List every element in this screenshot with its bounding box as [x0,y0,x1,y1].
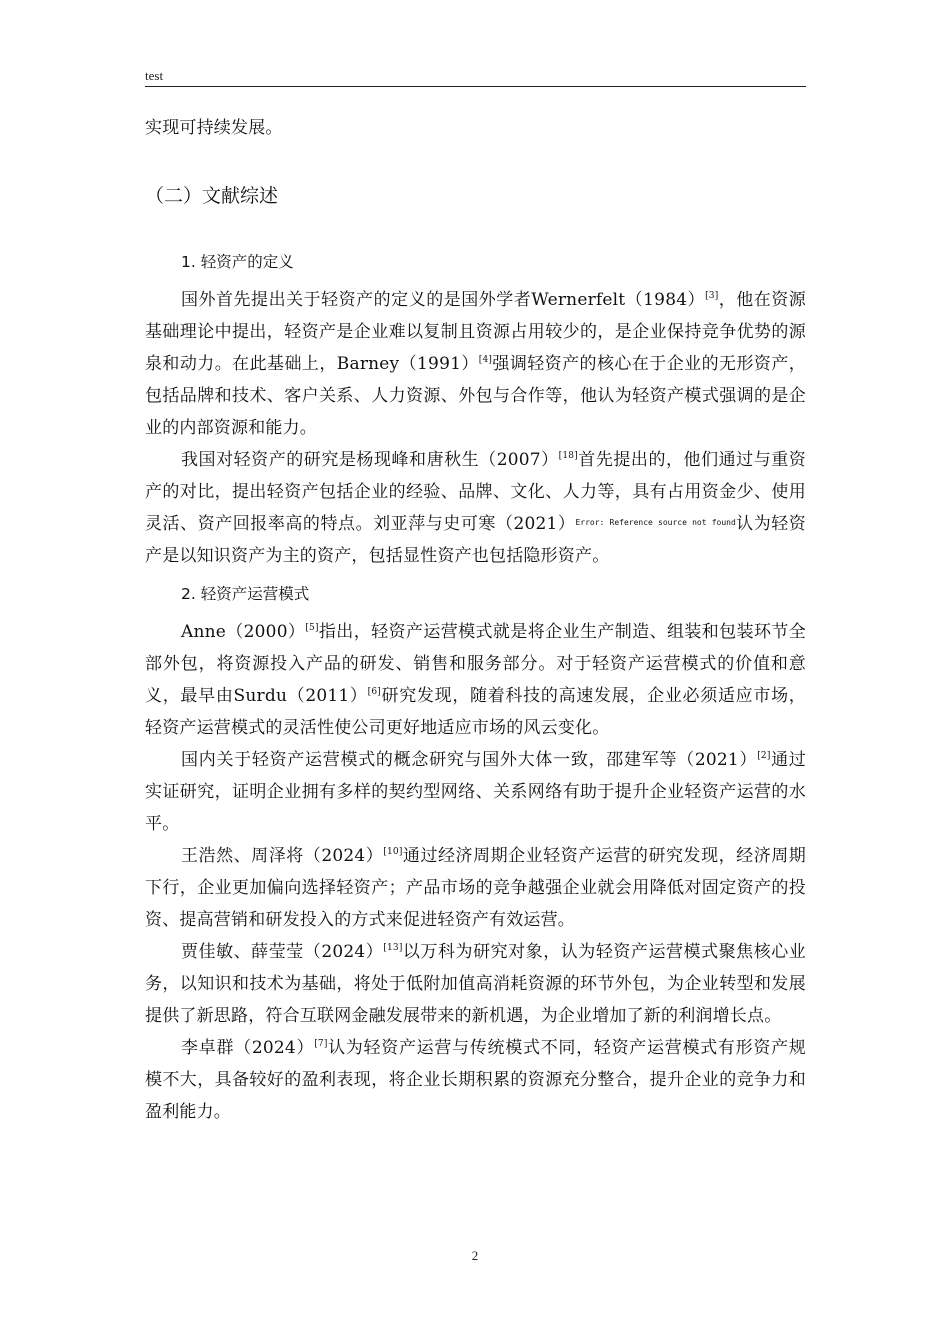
paragraph-definition-foreign [145,284,806,444]
text-run: 国内关于轻资产运营模式的概念研究与国外大体一致，邵建军等（2021） [181,750,758,770]
reference-error-text: Error: Reference source not found [575,518,736,527]
text-run: 通过实证研究，证明企业拥有多样的契约型网络、关系网络有助于提升企业轻资产运营的水平。 [145,750,807,834]
citation[interactable]: [6] [367,687,381,697]
text-run: 强调轻资产的核心在于企业的无形资产，包括品牌和技术、客户关系、人力资源、外包与合作等，他认为轻资产模式强调的是企业的内部资源和能力。 [145,354,806,438]
citation[interactable]: [7] [314,1039,328,1049]
text-run: 认为轻资产运营与传统模式不同，轻资产运营模式有形资产规模不大，具备较好的盈利表现，将企业长期积累的资源充分整合，提升企业的竞争力和盈利能力。 [145,1038,806,1122]
citation[interactable]: [13] [383,943,403,953]
paragraph-operation-foreign [145,616,806,744]
text-run: 贾佳敏、薛莹莹（2024） [181,942,384,962]
running-header: test [145,68,164,83]
text-run: 我国对轻资产的研究是杨现峰和唐秋生（2007） [181,450,559,470]
page-number: 2 [471,1248,479,1263]
text-run: 国外首先提出关于轻资产的定义的是国外学者Wernerfelt（1984） [181,290,706,310]
citation[interactable]: [2] [757,751,771,761]
paragraph-operation-domestic [145,744,806,840]
text-run: 王浩然、周泽将（2024） [181,846,384,866]
text-run: Anne（2000） [181,622,306,642]
section-title: （二）文献综述 [145,185,279,207]
paragraph-profitability [145,1032,806,1128]
citation[interactable]: [3] [705,291,719,301]
text-run: 指出，轻资产运营模式就是将企业生产制造、组装和包装环节全部外包，将资源投入产品的研发、销售和服务部分。对于轻资产运营模式的价值和意义，最早由Surdu（2011） [145,622,807,706]
citation[interactable]: [10] [383,847,403,857]
subsection-title-operation-mode: 2. 轻资产运营模式 [181,585,310,603]
text-run: 首先提出的，他们通过与重资产的对比，提出轻资产包括企业的经验、品牌、文化、人力等，具有占用资金少、使用灵活、资产回报率高的特点。刘亚萍与史可寒（2021） [145,450,806,534]
paragraph-economic-cycle [145,840,806,936]
text-run: 李卓群（2024） [181,1038,315,1058]
paragraph-definition-domestic [145,444,806,572]
citation[interactable]: [18] [558,451,578,461]
citation[interactable]: [4] [478,355,493,365]
text-run: 研究发现，随着科技的高速发展，企业必须适应市场，轻资产运营模式的灵活性使公司更好地适应市场的风云变化。 [145,686,806,738]
subsection-title-definition: 1. 轻资产的定义 [181,253,294,271]
text-run: 以万科为研究对象，认为轻资产运营模式聚焦核心业务，以知识和技术为基础，将处于低附加值高消耗资源的环节外包，为企业转型和发展提供了新思路，符合互联网金融发展带来的新机遇，为企业增加了新的利润增长点。 [145,942,806,1026]
page-body [145,112,806,1128]
header-rule [145,86,806,87]
text-run: ，他在资源基础理论中提出，轻资产是企业难以复制且资源占用较少的，是企业保持竞争优势的源泉和动力。在此基础上，Barney（1991） [145,290,806,374]
intro-tail-paragraph: 实现可持续发展。 [145,118,283,138]
paragraph-vanke-case [145,936,806,1032]
citation[interactable]: [5] [305,623,319,633]
text-run: 通过经济周期企业轻资产运营的研究发现，经济周期下行，企业更加偏向选择轻资产；产品市场的竞争越强企业就会用降低对固定资产的投资、提高营销和研发投入的方式来促进轻资产有效运营。 [145,846,806,930]
text-run: 认为轻资产是以知识资产为主的资产，包括显性资产也包括隐形资产。 [145,514,806,566]
